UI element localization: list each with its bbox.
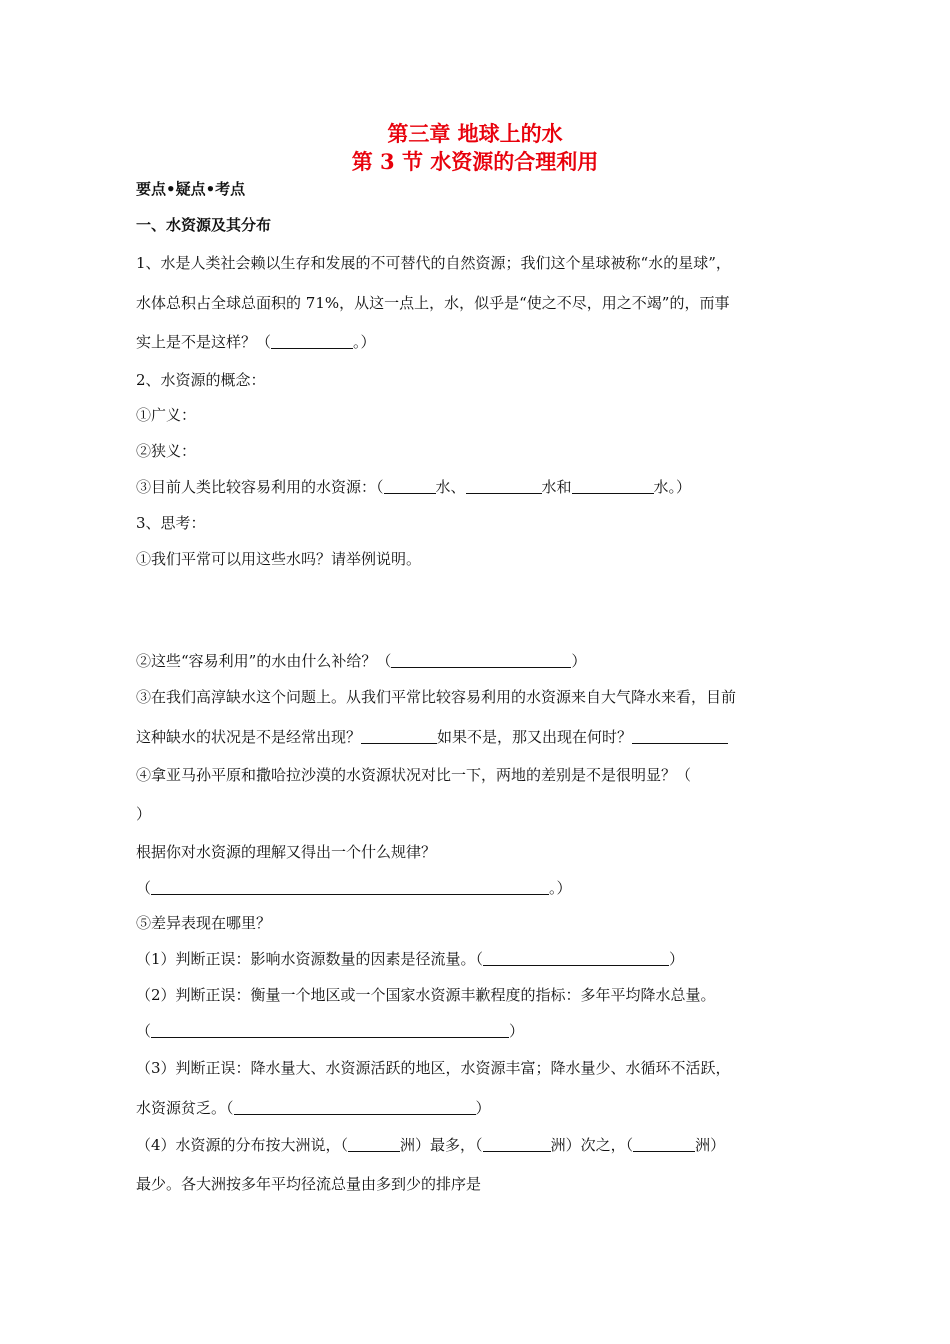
q1-line1: 1、水是人类社会赖以生存和发展的不可替代的自然资源；我们这个星球被称“水的星球”， <box>136 254 731 272</box>
q1-line2: 水体总积占全球总面积的 71%，从这一点上，水，似乎是“使之不尽，用之不竭”的，而事 <box>136 294 730 312</box>
answer-blank[interactable] <box>271 333 353 349</box>
q1-line3: 实上是不是这样？（ 。） <box>136 333 376 351</box>
q3-s4-line2: ） <box>136 805 152 823</box>
section-heading-1: 一、水资源及其分布 <box>136 216 272 234</box>
judge-1: （1）判断正误：影响水资源数量的因素是径流量。（ ） <box>136 950 685 968</box>
answer-blank[interactable] <box>483 1136 551 1152</box>
keypoints-heading: 要点•疑点•考点 <box>136 180 246 198</box>
answer-blank[interactable] <box>391 652 571 668</box>
q2-narrow: ②狭义： <box>136 442 197 460</box>
judge-3-answer: 水资源贫乏。（ ） <box>136 1099 491 1117</box>
q2-current: ③目前人类比较容易利用的水资源：（ 水、 水和 水。） <box>136 478 692 496</box>
q3-rule-answer: （ 。） <box>136 879 572 897</box>
answer-blank[interactable] <box>151 879 549 895</box>
q3-rule-question: 根据你对水资源的理解又得出一个什么规律？ <box>136 843 437 861</box>
answer-blank[interactable] <box>466 478 542 494</box>
answer-blank[interactable] <box>632 728 728 744</box>
judge-3-line1: （3）判断正误：降水量大、水资源活跃的地区，水资源丰富；降水量少、水循环不活跃， <box>136 1059 731 1077</box>
q3-s2: ②这些“容易利用”的水由什么补给？（ ） <box>136 652 587 670</box>
answer-blank[interactable] <box>572 478 654 494</box>
judge-2-line1: （2）判断正误：衡量一个地区或一个国家水资源丰歉程度的指标：多年平均降水总量。 <box>136 986 716 1004</box>
answer-blank[interactable] <box>361 728 437 744</box>
answer-blank[interactable] <box>234 1099 476 1115</box>
answer-blank[interactable] <box>348 1136 400 1152</box>
judge-4-line1: （4）水资源的分布按大洲说，（ 洲）最多，（ 洲）次之，（ 洲） <box>136 1136 726 1154</box>
chapter-title: 第三章 地球上的水 <box>387 121 563 146</box>
answer-blank[interactable] <box>151 1022 509 1038</box>
q3-line1: 3、思考： <box>136 514 206 532</box>
judge-4-line2: 最少。各大洲按多年平均径流总量由多到少的排序是 <box>136 1175 482 1193</box>
q2-line1: 2、水资源的概念： <box>136 371 266 389</box>
q3-s4-line1: ④拿亚马孙平原和撒哈拉沙漠的水资源状况对比一下，两地的差别是不是很明显？（ <box>136 766 692 784</box>
judge-2-answer: （ ） <box>136 1022 525 1040</box>
q3-s3-line2: 这种缺水的状况是不是经常出现？ 如果不是，那又出现在何时？ <box>136 726 728 747</box>
answer-blank[interactable] <box>633 1136 695 1152</box>
q2-broad: ①广义： <box>136 406 197 424</box>
q3-s5: ⑤差异表现在哪里？ <box>136 914 272 932</box>
answer-blank[interactable] <box>384 478 436 494</box>
q3-s3-line1: ③在我们高淳缺水这个问题上。从我们平常比较容易利用的水资源来自大气降水来看，目前 <box>136 688 737 706</box>
q3-s1: ①我们平常可以用这些水吗？请举例说明。 <box>136 550 422 568</box>
section-title: 第 3 节 水资源的合理利用 <box>351 149 599 174</box>
answer-blank[interactable] <box>483 950 669 966</box>
